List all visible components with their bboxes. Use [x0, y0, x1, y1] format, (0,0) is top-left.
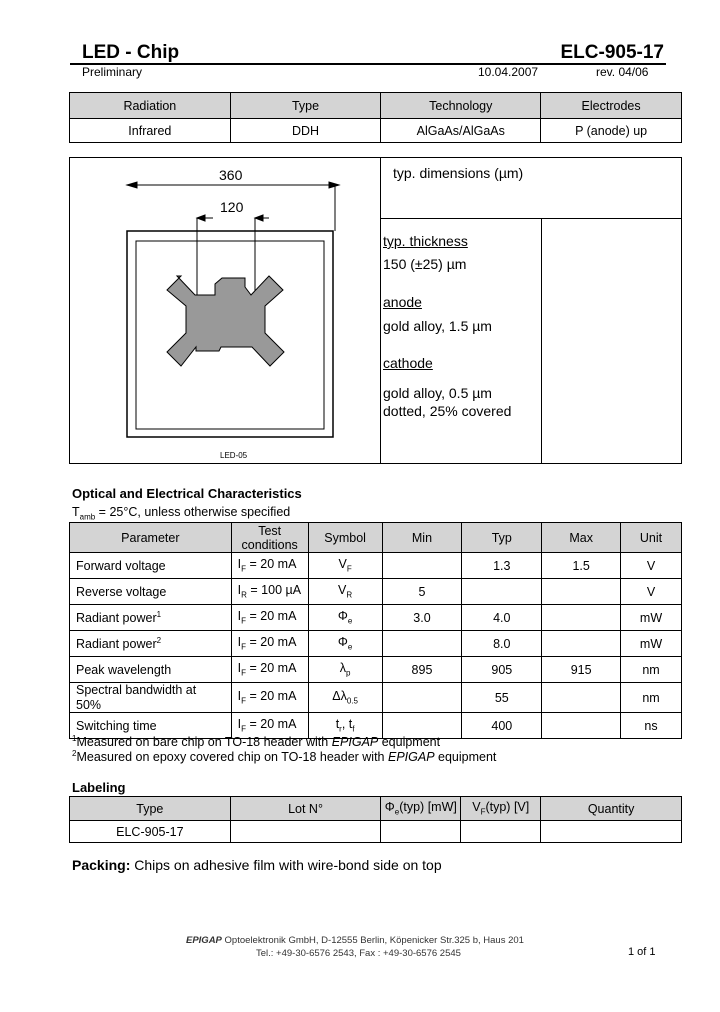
cell-parameter: Switching time	[70, 713, 232, 739]
cell-test-conditions: $I_F = 20$ mA	[231, 631, 308, 657]
cell-symbol: $\Phi_e$	[308, 631, 382, 657]
cell-parameter: Radiant power$^1$	[70, 605, 232, 631]
labeling-col-type: Type	[70, 797, 231, 821]
cell-symbol: $t_r$, $t_f$	[308, 713, 382, 739]
cell-max	[542, 605, 621, 631]
cell-symbol: $\Phi_e$	[308, 605, 382, 631]
table-row	[70, 579, 682, 605]
summary-value-type: DDH	[230, 119, 381, 143]
labeling-col-lot: Lot N°	[230, 797, 381, 821]
table-row	[70, 657, 682, 683]
cell-min	[382, 683, 462, 713]
cell-test-conditions: $I_F = 20$ mA	[231, 713, 308, 739]
cell-min: 895	[382, 657, 462, 683]
cell-unit: mW	[621, 631, 682, 657]
title-rule	[70, 63, 666, 65]
dims-right-divider	[541, 219, 542, 463]
labeling-lot-value	[230, 821, 381, 843]
cathode-value-2: dotted, 25% covered	[383, 403, 512, 419]
summary-header-type: Type	[230, 93, 381, 119]
cell-parameter: Spectral bandwidth at 50%	[70, 683, 232, 713]
page-number: 1 of 1	[628, 946, 656, 958]
cell-unit: V	[621, 553, 682, 579]
cell-max: 915	[542, 657, 621, 683]
cell-min	[382, 553, 462, 579]
cell-unit: nm	[621, 657, 682, 683]
table-row	[70, 553, 682, 579]
cell-max	[542, 631, 621, 657]
labeling-col-phi: $\Phi_e(typ)$ [mW]	[381, 797, 461, 821]
labeling-quantity-value	[541, 821, 682, 843]
summary-value-electrodes: P (anode) up	[541, 119, 682, 143]
cell-parameter: Radiant power$^2$	[70, 631, 232, 657]
cell-test-conditions: $I_R = 100$ µA	[231, 579, 308, 605]
cell-unit: ns	[621, 713, 682, 739]
cell-symbol: $\Delta\lambda_{0.5}$	[308, 683, 382, 713]
cell-max	[542, 713, 621, 739]
summary-header-electrodes: Electrodes	[541, 93, 682, 119]
labeling-type-value: ELC-905-17	[70, 821, 231, 843]
cell-max	[542, 579, 621, 605]
labeling-vf-value	[461, 821, 541, 843]
cathode-value-1: gold alloy, 0.5 µm	[383, 385, 492, 401]
anode-value: gold alloy, 1.5 µm	[383, 318, 492, 334]
cell-symbol: $\lambda_p$	[308, 657, 382, 683]
col-min: Min	[382, 523, 462, 553]
labeling-heading: Labeling	[72, 780, 126, 795]
cathode-label: cathode	[383, 355, 433, 371]
part-number: ELC-905-17	[560, 42, 664, 63]
table-row	[70, 605, 682, 631]
col-unit: Unit	[621, 523, 682, 553]
cell-min	[382, 631, 462, 657]
date-text: 10.04.2007	[478, 65, 539, 79]
table-row	[70, 683, 682, 713]
labeling-table	[69, 796, 682, 843]
cell-symbol: $V_F$	[308, 553, 382, 579]
cell-parameter: Forward voltage	[70, 553, 232, 579]
optical-table	[69, 522, 682, 739]
cell-test-conditions: $I_F = 20$ mA	[231, 605, 308, 631]
anode-pad	[167, 276, 284, 366]
cell-max: 1.5	[542, 553, 621, 579]
labeling-col-vf: $V_F(typ)$ [V]	[461, 797, 541, 821]
cell-typ: 400	[462, 713, 542, 739]
summary-header-radiation: Radiation	[70, 93, 231, 119]
cell-test-conditions: $I_F = 20$ mA	[231, 683, 308, 713]
cell-parameter: Peak wavelength	[70, 657, 232, 683]
dimension-outer-label: 360	[219, 167, 243, 183]
cell-typ: 55	[462, 683, 542, 713]
cell-parameter: Reverse voltage	[70, 579, 232, 605]
cell-unit: nm	[621, 683, 682, 713]
col-parameter: Parameter	[70, 523, 232, 553]
thickness-value: 150 (±25) µm	[383, 256, 467, 272]
cell-typ	[462, 579, 542, 605]
summary-table	[69, 92, 682, 143]
cell-min: 3.0	[382, 605, 462, 631]
footnote-1: $^1$Measured on bare chip on TO-18 header with EPIGAP equipment	[72, 734, 441, 750]
thickness-label: typ. thickness	[383, 233, 468, 249]
cell-unit: mW	[621, 605, 682, 631]
cell-test-conditions: $I_F = 20$ mA	[231, 553, 308, 579]
summary-value-technology: AlGaAs/AlGaAs	[381, 119, 541, 143]
cell-symbol: $V_R$	[308, 579, 382, 605]
summary-header-technology: Technology	[381, 93, 541, 119]
labeling-col-quantity: Quantity	[541, 797, 682, 821]
cell-typ: 905	[462, 657, 542, 683]
footer-phone: Tel.: +49-30-6576 2543, Fax : +49-30-6576 2545	[256, 948, 461, 959]
dims-title-rule	[381, 218, 681, 219]
drawing-divider	[380, 158, 381, 463]
col-symbol: Symbol	[308, 523, 382, 553]
cell-typ: 8.0	[462, 631, 542, 657]
cell-typ: 4.0	[462, 605, 542, 631]
packing-line: Packing: Chips on adhesive film with wire-bond side on top	[72, 857, 442, 873]
col-test-conditions: Test conditions	[231, 523, 308, 553]
dims-title: typ. dimensions (µm)	[393, 165, 524, 181]
optical-heading: Optical and Electrical Characteristics	[72, 486, 302, 501]
drawing-caption: LED-05	[220, 451, 248, 460]
cell-max	[542, 683, 621, 713]
cell-unit: V	[621, 579, 682, 605]
cell-min: 5	[382, 579, 462, 605]
cell-test-conditions: $I_F = 20$ mA	[231, 657, 308, 683]
dimension-inner-label: 120	[220, 199, 244, 215]
page-title: LED - Chip	[82, 42, 180, 63]
table-row	[70, 631, 682, 657]
col-max: Max	[542, 523, 621, 553]
revision-text: rev. 04/06	[596, 65, 649, 79]
status-text: Preliminary	[82, 65, 143, 79]
footnote-2: $^2$Measured on epoxy covered chip on TO-18 header with EPIGAP equipment	[72, 749, 497, 765]
labeling-phi-value	[381, 821, 461, 843]
footer-address: EPIGAP Optoelektronik GmbH, D-12555 Berlin, Köpenicker Str.325 b, Haus 201	[186, 935, 524, 946]
summary-value-radiation: Infrared	[70, 119, 231, 143]
cell-typ: 1.3	[462, 553, 542, 579]
anode-label: anode	[383, 294, 422, 310]
col-typ: Typ	[462, 523, 542, 553]
optical-conditions: $T_{amb} = 25^\circ C$, unless otherwise specified	[72, 505, 291, 522]
